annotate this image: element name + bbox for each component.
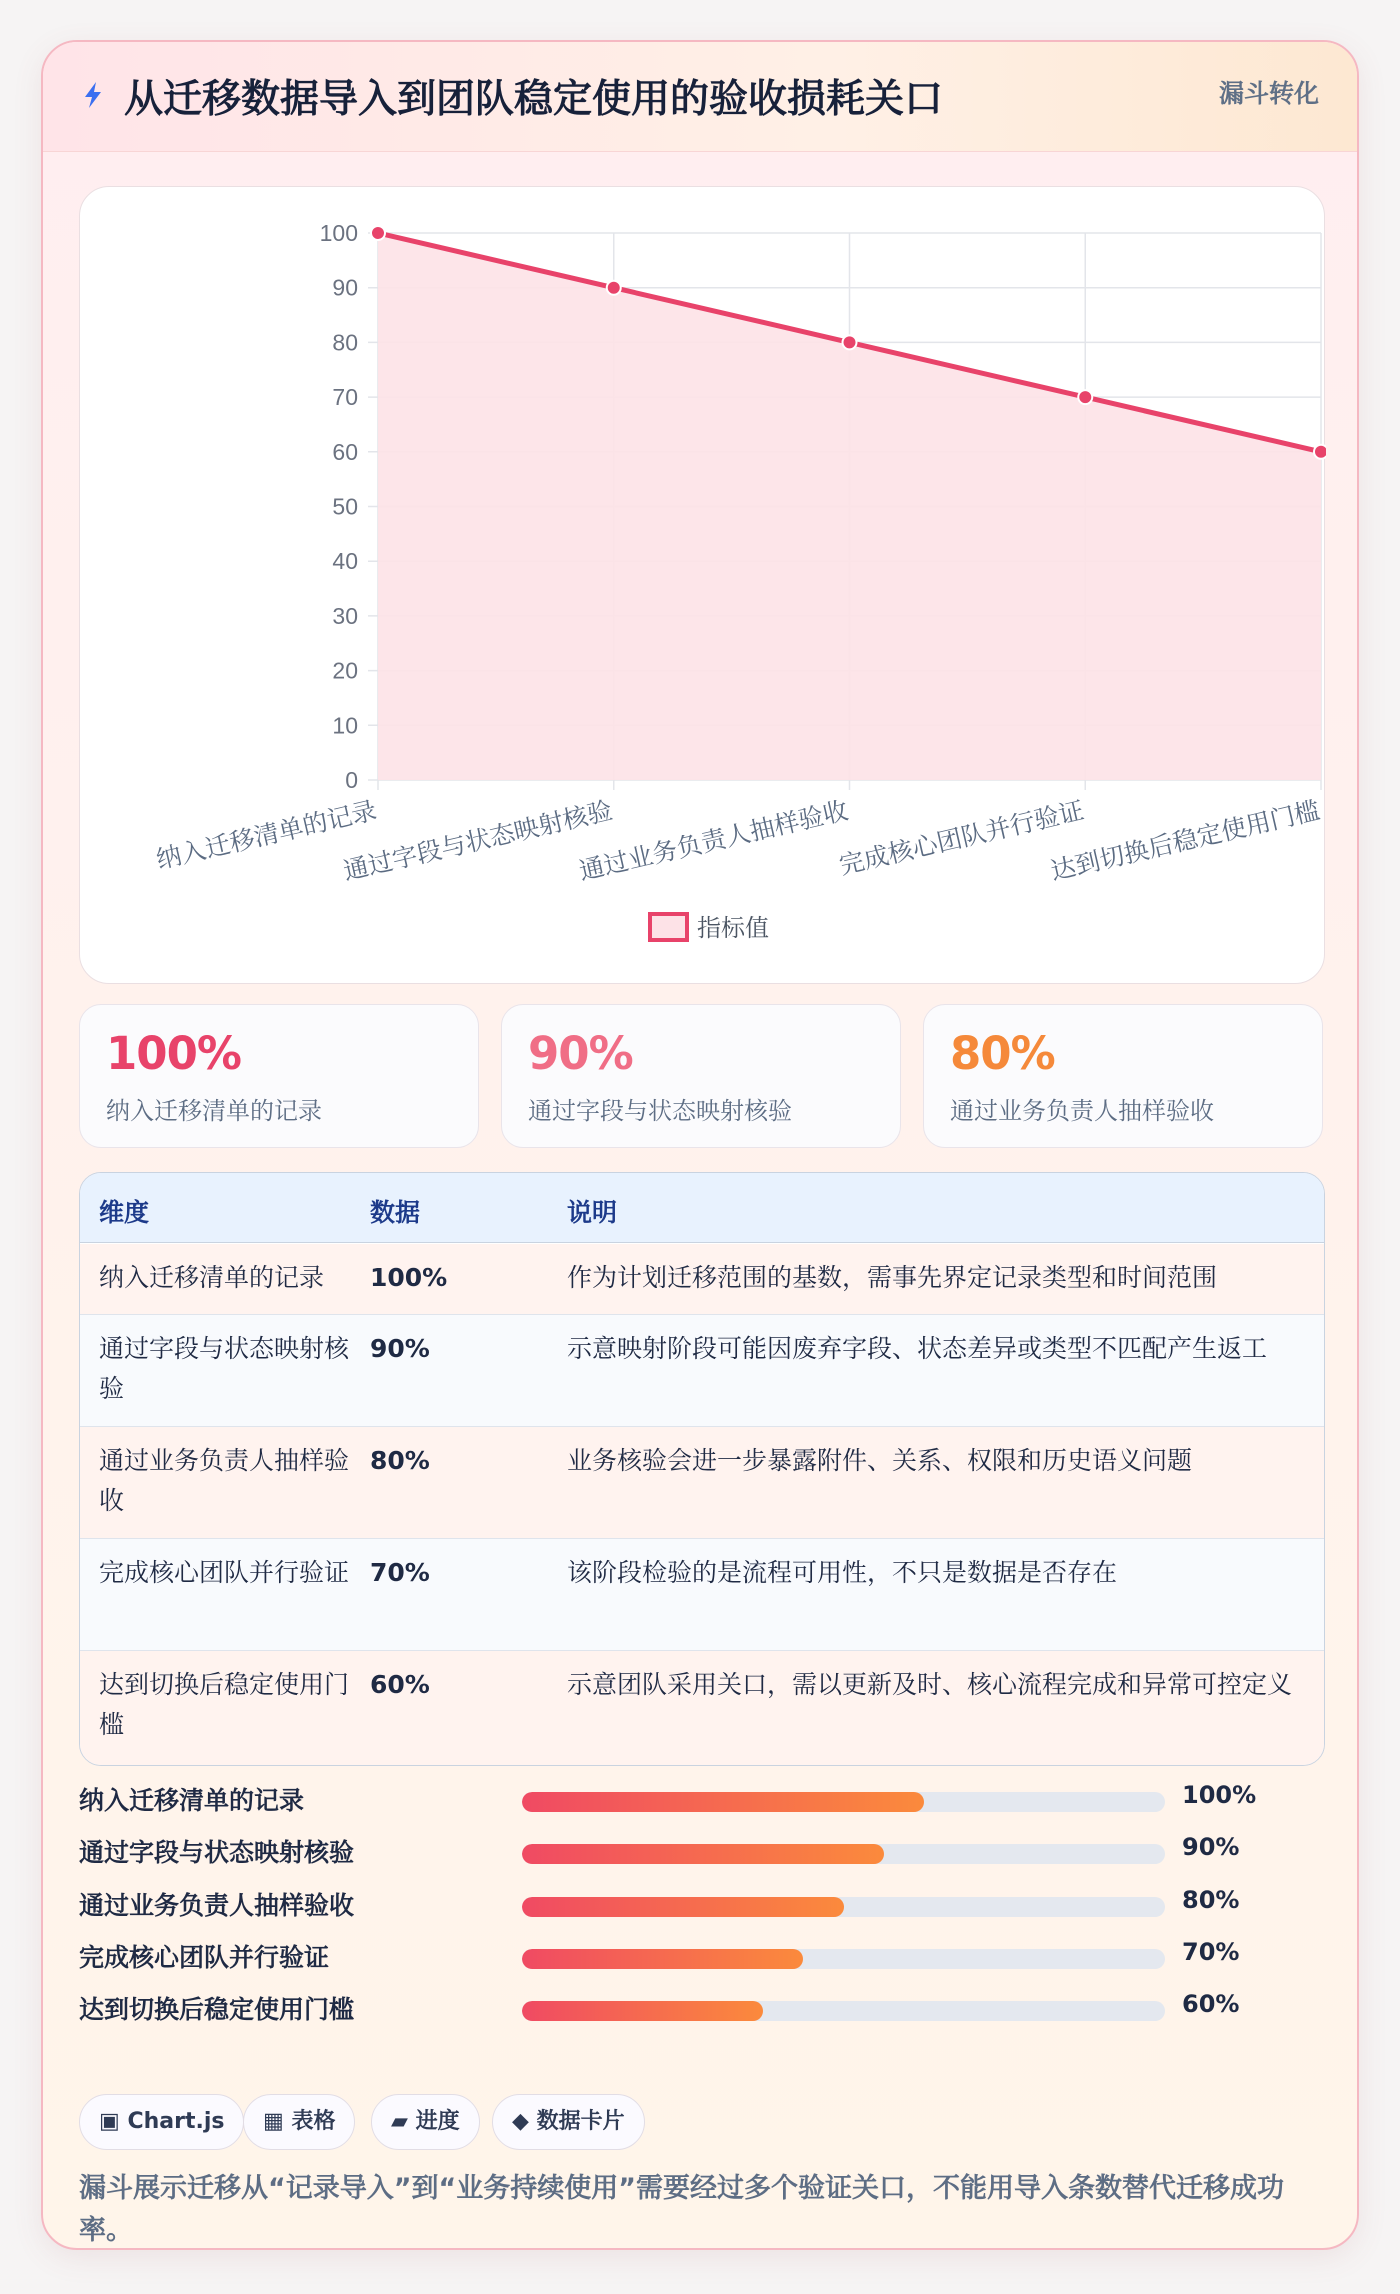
progress-value: 60% — [1182, 1990, 1240, 2018]
area-chart — [80, 187, 1326, 985]
y-tick-label: 40 — [332, 548, 358, 575]
kpi-card — [923, 1004, 1323, 1148]
cell-dimension: 纳入迁移清单的记录 — [99, 1263, 325, 1292]
cell-value: 70% — [370, 1558, 430, 1587]
kpi-label: 通过字段与状态映射核验 — [528, 1097, 792, 1125]
card-header — [43, 42, 1357, 152]
column-header: 数据 — [370, 1198, 421, 1227]
table-header — [80, 1173, 1324, 1243]
data-table — [79, 1172, 1325, 1766]
kpi-value: 90% — [528, 1027, 633, 1080]
funnel-card — [41, 40, 1359, 2250]
cell-note: 示意团队采用关口，需以更新及时、核心流程完成和异常可控定义 — [567, 1670, 1293, 1699]
progress-label: 达到切换后稳定使用门槛 — [79, 1995, 355, 2024]
chip-progress[interactable]: ▰ 进度 — [371, 2094, 480, 2150]
progress-label: 通过业务负责人抽样验收 — [79, 1891, 355, 1920]
legend-swatch — [650, 914, 687, 940]
y-tick-label: 70 — [332, 384, 358, 411]
progress-row — [79, 1772, 1325, 1824]
x-tick-label: 通过字段与状态映射核验 — [340, 796, 616, 886]
progress-fill — [522, 2001, 763, 2021]
progress-value: 80% — [1182, 1886, 1240, 1914]
progress-value: 90% — [1182, 1833, 1240, 1861]
chart-panel — [79, 186, 1325, 984]
x-tick-label: 纳入迁移清单的记录 — [153, 796, 380, 875]
progress-label: 完成核心团队并行验证 — [79, 1943, 330, 1972]
cell-note: 业务核验会进一步暴露附件、关系、权限和历史语义问题 — [567, 1446, 1193, 1475]
y-tick-label: 100 — [319, 220, 358, 246]
table-row — [80, 1315, 1324, 1427]
progress-label: 通过字段与状态映射核验 — [79, 1838, 355, 1867]
chart-type-tag: 漏斗转化 — [1218, 79, 1319, 108]
kpi-card — [501, 1004, 901, 1148]
cell-dimension: 达到切换后稳定使用门槛 — [99, 1670, 350, 1739]
progress-fill — [522, 1949, 803, 1969]
kpi-value: 80% — [950, 1027, 1055, 1080]
progress-list — [79, 1772, 1325, 2052]
kpi-label: 纳入迁移清单的记录 — [106, 1097, 322, 1125]
lightning-icon — [81, 80, 105, 110]
progress-track — [522, 1792, 1165, 1812]
cell-value: 60% — [370, 1670, 430, 1699]
y-tick-label: 80 — [332, 329, 358, 356]
kpi-card — [79, 1004, 479, 1148]
table-row — [80, 1651, 1324, 1766]
cell-value: 80% — [370, 1446, 430, 1475]
legend-label: 指标值 — [697, 915, 769, 942]
progress-row — [79, 1824, 1325, 1876]
table-row — [80, 1539, 1324, 1651]
y-tick-label: 90 — [332, 274, 358, 301]
x-tick-label: 达到切换后稳定使用门槛 — [1048, 796, 1323, 886]
footer-note: 漏斗展示迁移从“记录导入”到“业务持续使用”需要经过多个验证关口，不能用导入条数替代迁移成功率。 — [79, 2173, 1284, 2246]
progress-value: 70% — [1182, 1938, 1240, 1966]
data-point — [371, 226, 385, 240]
cell-dimension: 通过字段与状态映射核验 — [99, 1334, 350, 1403]
data-point — [843, 335, 857, 349]
cell-note: 该阶段检验的是流程可用性，不只是数据是否存在 — [567, 1558, 1118, 1587]
progress-label: 纳入迁移清单的记录 — [79, 1786, 305, 1815]
column-header: 说明 — [567, 1198, 618, 1227]
chip-chartjs[interactable]: ▣ Chart.js — [79, 2094, 244, 2150]
chip-table[interactable]: ▦ 表格 — [243, 2094, 355, 2150]
table-row — [80, 1427, 1324, 1539]
y-tick-label: 10 — [332, 712, 358, 739]
cell-note: 作为计划迁移范围的基数，需事先界定记录类型和时间范围 — [567, 1263, 1218, 1292]
page-title: 从迁移数据导入到团队稳定使用的验收损耗关口 — [124, 77, 944, 122]
cell-dimension: 完成核心团队并行验证 — [99, 1558, 350, 1587]
progress-fill — [522, 1792, 924, 1812]
progress-track — [522, 1897, 1165, 1917]
progress-fill — [522, 1844, 884, 1864]
progress-row — [79, 1877, 1325, 1929]
y-tick-label: 20 — [332, 657, 358, 684]
progress-track — [522, 1949, 1165, 1969]
y-tick-label: 30 — [332, 602, 358, 629]
x-tick-label: 通过业务负责人抽样验收 — [576, 796, 851, 886]
cell-note: 示意映射阶段可能因废弃字段、状态差异或类型不匹配产生返工 — [567, 1334, 1268, 1363]
data-point — [1314, 445, 1326, 459]
progress-track — [522, 2001, 1165, 2021]
kpi-cards — [79, 1004, 1325, 1148]
chip-data-card[interactable]: ◆ 数据卡片 — [492, 2094, 645, 2150]
y-tick-label: 50 — [332, 493, 358, 520]
column-header: 维度 — [99, 1198, 150, 1227]
y-tick-label: 60 — [332, 438, 358, 465]
y-tick-label: 0 — [345, 767, 358, 793]
data-point — [1078, 390, 1092, 404]
progress-row — [79, 1981, 1325, 2033]
data-point — [607, 281, 621, 295]
progress-fill — [522, 1897, 844, 1917]
kpi-label: 通过业务负责人抽样验收 — [950, 1097, 1214, 1125]
x-tick-label: 完成核心团队并行验证 — [836, 796, 1087, 881]
cell-value: 100% — [370, 1263, 448, 1292]
progress-track — [522, 1844, 1165, 1864]
kpi-value: 100% — [106, 1027, 242, 1080]
table-row — [80, 1244, 1324, 1315]
progress-value: 100% — [1182, 1781, 1257, 1809]
progress-row — [79, 1929, 1325, 1981]
cell-dimension: 通过业务负责人抽样验收 — [99, 1446, 350, 1515]
cell-value: 90% — [370, 1334, 430, 1363]
